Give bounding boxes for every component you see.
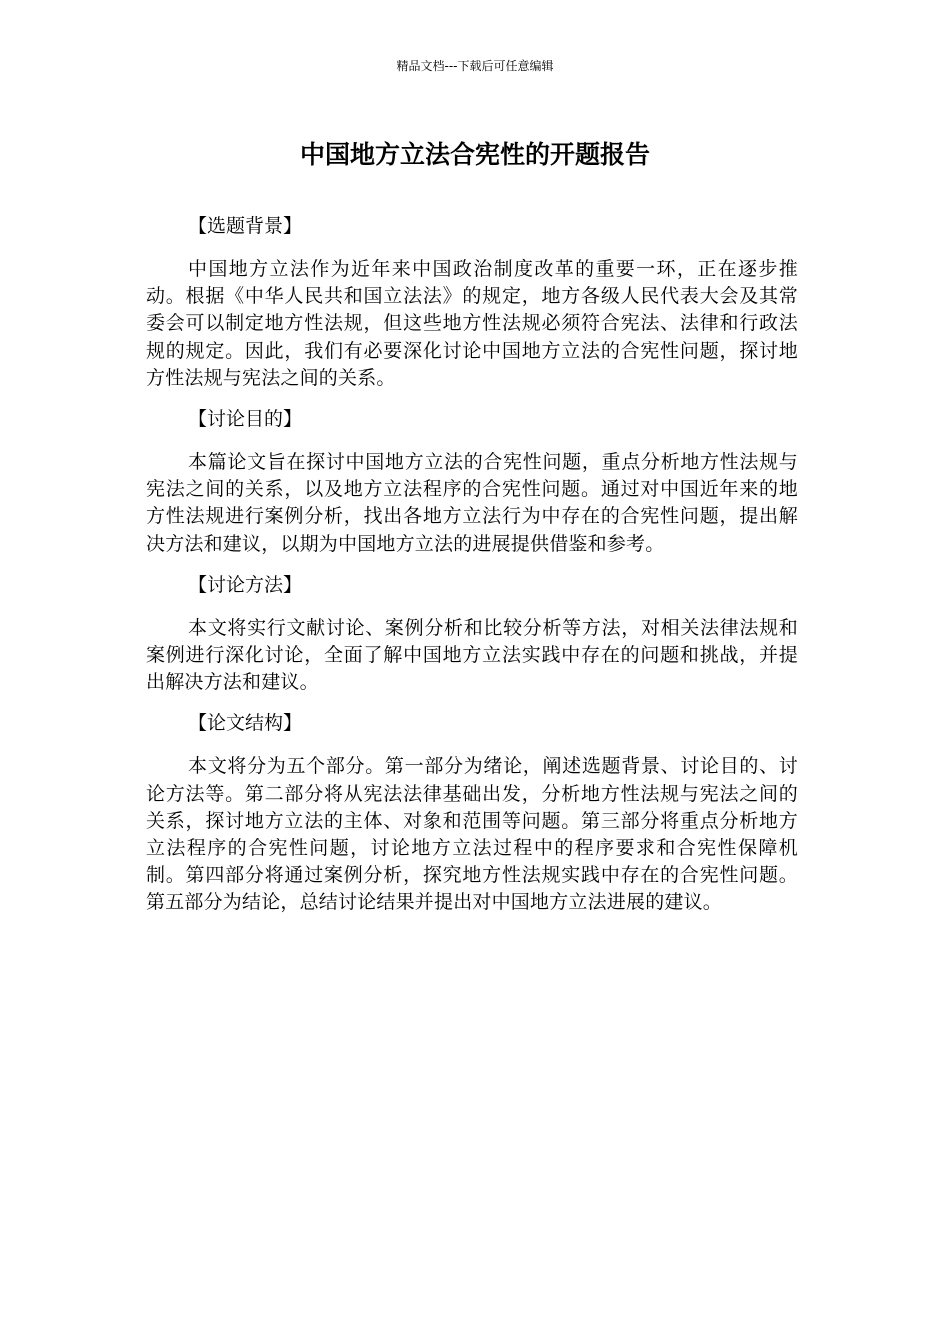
document-title: 中国地方立法合宪性的开题报告 xyxy=(299,140,650,169)
section-heading: 【讨论方法】 xyxy=(188,573,303,596)
section-paragraph: 本文将实行文献讨论、案例分析和比较分析等方法，对相关法律法规和案例进行深化讨论，全面了解中国地方立法实践中存在的问题和挑战，并提出解决方法和建议。 xyxy=(146,616,798,694)
section-background xyxy=(146,213,798,392)
section-paragraph: 本文将分为五个部分。第一部分为绪论，阐述选题背景、讨论目的、讨论方法等。第二部分将从宪法法律基础出发，分析地方性法规与宪法之间的关系，探讨地方立法的主体、对象和范围等问题。第三部分将重点分析地方立法程序的合宪性问题，讨论地方立法过程中的程序要求和合宪性保障机制。第四部分将通过案例分析，探究地方性法规实践中存在的合宪性问题。第五部分为结论，总结讨论结果并提出对中国地方立法进展的建议。 xyxy=(146,755,798,914)
section-purpose xyxy=(146,406,798,558)
section-paragraph: 中国地方立法作为近年来中国政治制度改革的重要一环，正在逐步推动。根据《中华人民共和国立法法》的规定，地方各级人民代表大会及其常委会可以制定地方性法规，但这些地方性法规必须符合宪法、法律和行政法规的规定。因此，我们有必要深化讨论中国地方立法的合宪性问题，探讨地方性法规与宪法之间的关系。 xyxy=(146,258,798,389)
section-heading: 【选题背景】 xyxy=(188,215,303,237)
document-body xyxy=(146,213,798,931)
section-method xyxy=(146,572,798,697)
section-heading: 【论文结构】 xyxy=(188,712,303,735)
header-note: 精品文档---下载后可任意编辑 xyxy=(396,59,554,73)
section-heading: 【讨论目的】 xyxy=(188,408,303,431)
section-paragraph: 本篇论文旨在探讨中国地方立法的合宪性问题，重点分析地方性法规与宪法之间的关系，以及地方立法程序的合宪性问题。通过对中国近年来的地方性法规进行案例分析，找出各地方立法行为中存在的合宪性问题，提出解决方法和建议，以期为中国地方立法的进展提供借鉴和参考。 xyxy=(146,451,798,555)
section-structure xyxy=(146,710,798,916)
